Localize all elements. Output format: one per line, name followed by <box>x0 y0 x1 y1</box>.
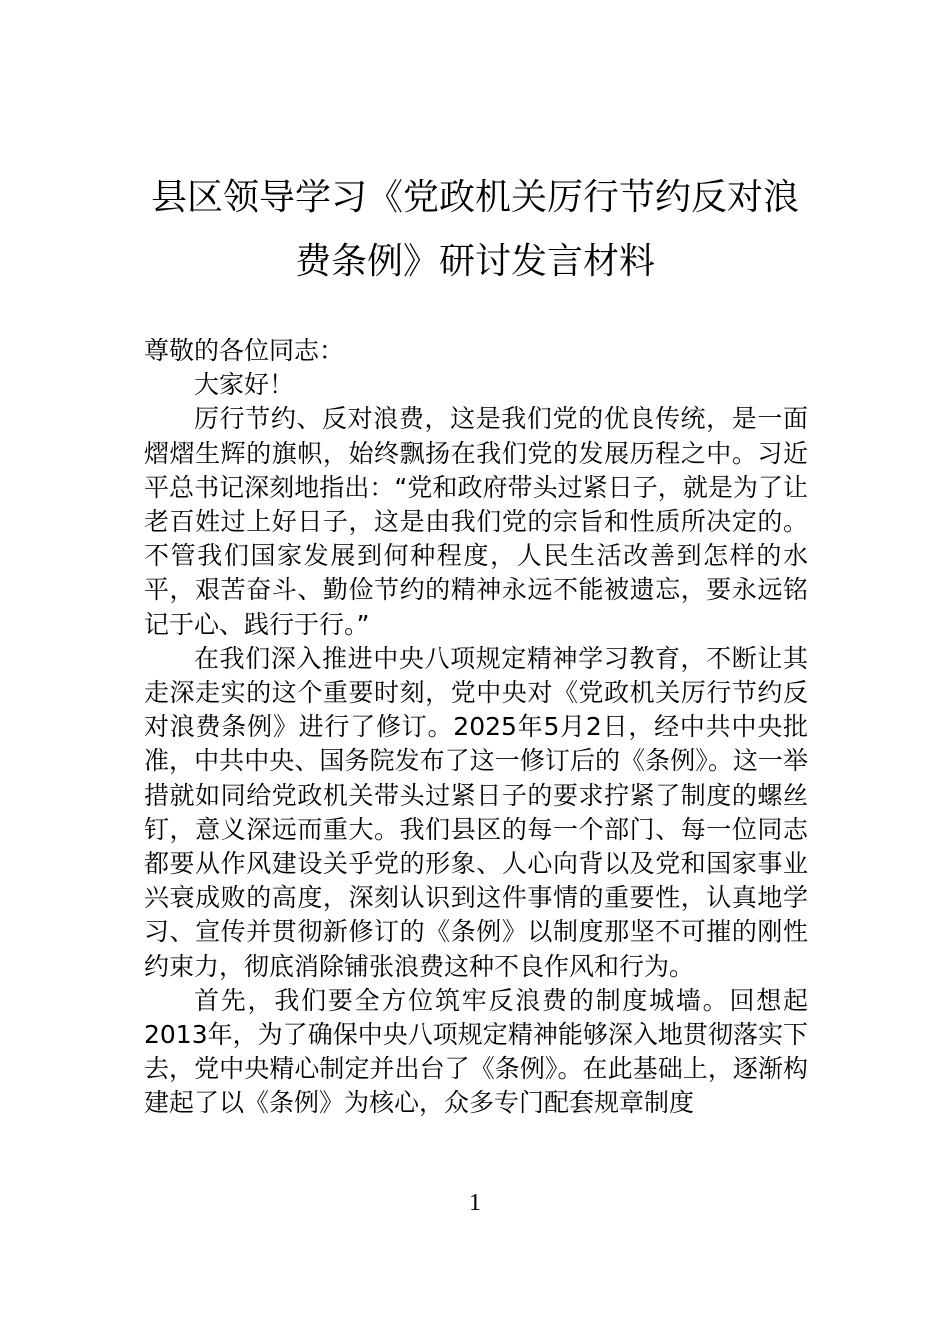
page-number: 1 <box>469 1190 481 1216</box>
paragraph-2: 在我们深入推进中央八项规定精神学习教育，不断让其走深走实的这个重要时刻，党中央对《党政机关厉行节约反对浪费条例》进行了修订。2025年5月2日，经中共中央批准，中共中央、国务院发布了这一修订后的《条例》。这一举措就如同给党政机关带头过紧日子的要求拧紧了制度的螺丝钉，意义深远而重大。我们县区的每一个部门、每一位同志都要从作风建设关乎党的形象、人心向背以及党和国家事业兴衰成败的高度，深刻认识到这件事情的重要性，认真地学习、宣传并贯彻新修订的《条例》以制度那坚不可摧的刚性约束力，彻底消除铺张浪费这种不良作风和行为。 <box>144 643 808 981</box>
salutation: 尊敬的各位同志： <box>144 336 345 365</box>
paragraph-1: 厉行节约、反对浪费，这是我们党的优良传统，是一面熠熠生辉的旗帜，始终飘扬在我们党的发展历程之中。习近平总书记深刻地指出：“党和政府带头过紧日子，就是为了让老百姓过上好日子，这是由我们党的宗旨和性质所决定的。不管我们国家发展到何种程度，人民生活改善到怎样的水平，艰苦奋斗、勤俭节约的精神永远不能被遗忘，要永远铭记于心、践行于行。” <box>144 404 808 639</box>
title-line-2: 费条例》研讨发言材料 <box>294 241 655 282</box>
paragraph-3: 首先，我们要全方位筑牢反浪费的制度城墙。回想起2013年，为了确保中央八项规定精神能够深入地贯彻落实下去，党中央精心制定并出台了《条例》。在此基础上，逐渐构建起了以《条例》为核心，众多专门配套规章制度 <box>144 985 808 1118</box>
title-line-1: 县区领导学习《党政机关厉行节约反对浪 <box>150 177 799 218</box>
greeting: 大家好！ <box>194 370 295 400</box>
document-body <box>144 334 808 1121</box>
document-title <box>120 166 830 294</box>
